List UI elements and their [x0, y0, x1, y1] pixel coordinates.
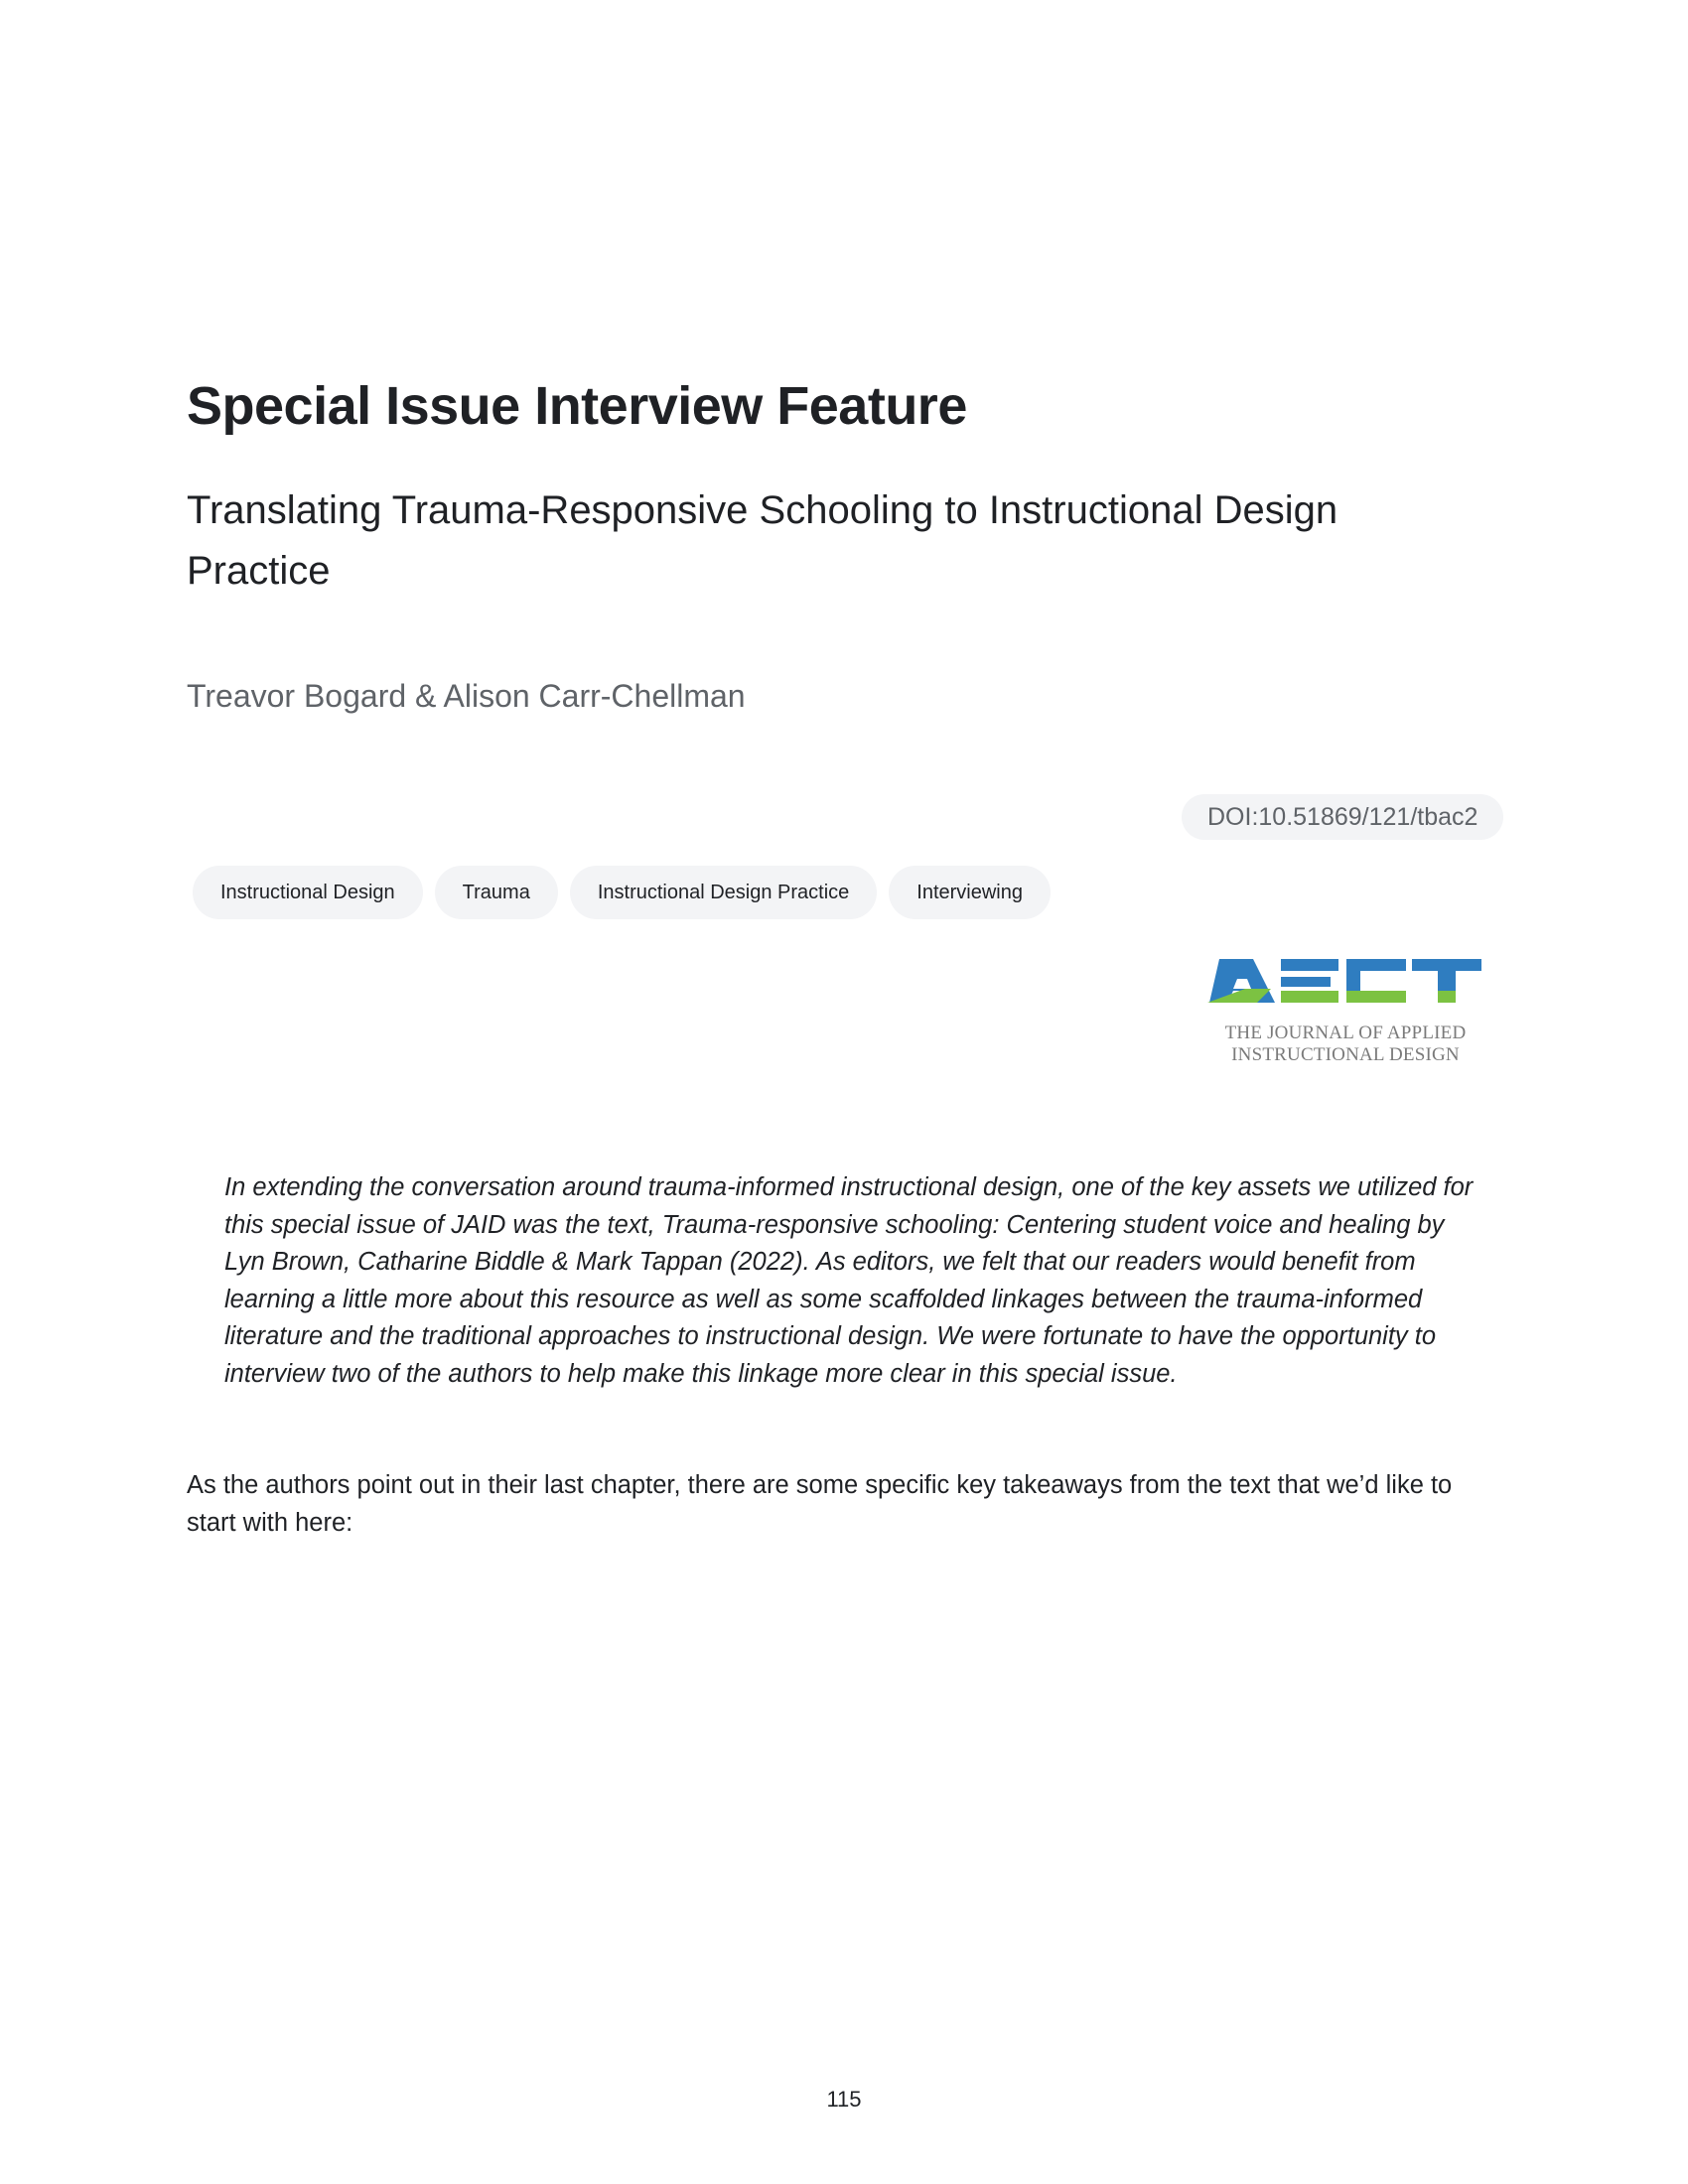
- article-subtitle: Translating Trauma-Responsive Schooling to Instructional Design Practice: [187, 488, 1338, 593]
- tag-list: [193, 866, 1051, 919]
- tag-instructional-design-practice[interactable]: Instructional Design Practice: [570, 866, 877, 919]
- tag-trauma[interactable]: Trauma: [435, 866, 558, 919]
- tag-interviewing[interactable]: Interviewing: [889, 866, 1051, 919]
- doi-badge[interactable]: DOI:10.51869/121/tbac2: [1182, 794, 1503, 840]
- page-title: Special Issue Interview Feature: [187, 376, 967, 436]
- aect-wordmark-icon: [1201, 953, 1489, 1023]
- tag-instructional-design[interactable]: Instructional Design: [193, 866, 423, 919]
- body-paragraph: As the authors point out in their last chapter, there are some specific key takeaways from the text that we’d like to start with here:: [187, 1471, 1453, 1537]
- authors: Treavor Bogard & Alison Carr-Chellman: [187, 678, 746, 714]
- intro-paragraph: In extending the conversation around trauma-informed instructional design, one of the key assets we utilized for this special issue of JAID was the text, Trauma-responsive schooling: Centering student voice and healing by Lyn Brown, Catharine Biddle & Mark Tappan (2022). As editors, we felt that our readers would benefit from learning a little more about this resource as well as some scaffolded linkages between the trauma-informed literature and the traditional approaches to instructional design. We were fortunate to have the opportunity to interview two of the authors to help make this linkage more clear in this special issue.: [224, 1173, 1474, 1388]
- aect-jaid-logo: [1201, 953, 1489, 1072]
- logo-caption-line1: THE JOURNAL OF APPLIED: [1224, 1023, 1467, 1043]
- page-number: 115: [826, 2087, 862, 2112]
- logo-caption-line2: INSTRUCTIONAL DESIGN: [1231, 1044, 1460, 1065]
